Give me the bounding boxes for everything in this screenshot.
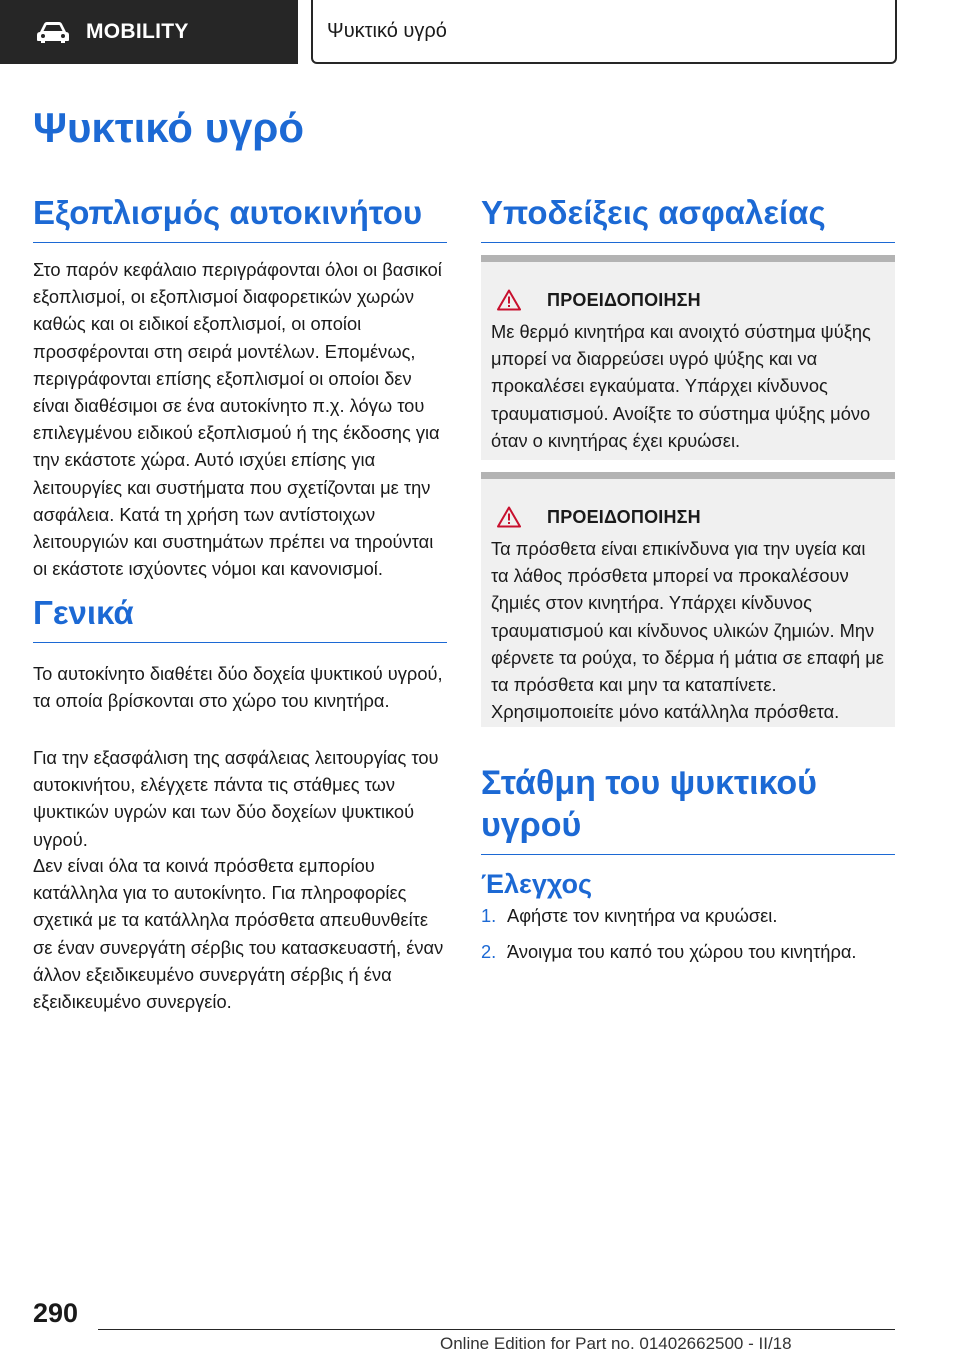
warning-box bbox=[481, 472, 895, 727]
page-title: Ψυκτικό υγρό bbox=[33, 104, 305, 151]
equipment-heading: Εξοπλισμός αυτοκινήτου bbox=[33, 192, 447, 243]
coolant-level-heading: Στάθμη του ψυκτικού υγρού bbox=[481, 762, 895, 855]
warning-title: ΠΡΟΕΙΔΟΠΟΙΗΣΗ bbox=[547, 289, 701, 310]
equipment-text: Στο παρόν κεφάλαιο περιγράφονται όλοι οι βασικοί εξοπλισμοί, οι εξοπλισμοί διαφορετικών χωρών καθώς και οι ειδικοί εξοπλισμοί, οι οποίοι προσφέρονται στη σειρά μοντέλων. Επομένως, περιγράφονται επίσης εξοπλισμοί οι οποίοι δεν είναι διαθέσιμοι σε ένα αυτοκίνητο π.χ. λόγω του επιλεγμένου ειδικού εξοπλισμού ή της έκδοσης για την εκάστοτε χώρα. Αυτό ισχύει επίσης για λειτουργίες και συστήματα που σχετίζονται με την ασφάλεια. Κατά τη χρήση των αντίστοιχων λειτουργιών και συστημάτων πρέπει να τηρούνται οι εκάστοτε ισχύοντες νόμοι και κανονισμοί. bbox=[33, 259, 442, 580]
step-number: 1. bbox=[481, 905, 497, 926]
list-item bbox=[481, 938, 895, 965]
safety-heading: Υποδείξεις ασφαλείας bbox=[481, 192, 895, 243]
warning-box bbox=[481, 255, 895, 460]
step-text: Αφήστε τον κινητήρα να κρυώσει. bbox=[507, 905, 778, 926]
step-number: 2. bbox=[481, 941, 497, 963]
warning-text: Με θερμό κινητήρα και ανοιχτό σύστημα ψύξης μπορεί να διαρρεύσει υγρό ψύξης και να προκαλέσει εγκαύματα. Υπάρχει κίνδυνος τραυματισμού. Ανοίξτε το σύστημα ψύξης μόνο όταν ο κινητήρας έχει κρυώσει. bbox=[491, 321, 871, 451]
general-paragraph-2: Για την εξασφάλιση της ασφάλειας λειτουργίας του αυτοκινήτου, ελέγχετε πάντα τις στάθμες των ψυκτικών υγρών και των δύο δοχείων ψυκτικού υγρού. bbox=[33, 747, 439, 850]
footer-divider bbox=[98, 1329, 895, 1330]
brand-label: MOBILITY bbox=[86, 20, 189, 43]
step-text: Άνοιγμα του καπό του χώρου του κινητήρα. bbox=[507, 941, 857, 963]
check-heading: Έλεγχος bbox=[481, 869, 592, 899]
section-tab[interactable] bbox=[311, 0, 897, 64]
brand-tab[interactable] bbox=[0, 0, 298, 64]
general-paragraph-3: Δεν είναι όλα τα κοινά πρόσθετα εμπορίου κατάλληλα για το αυτοκίνητο. Για πληροφορίες σχετικά με τα κατάλληλα πρόσθετα απευθυνθείτε σε έναν συνεργάτη σέρβις του κατασκευαστή, έναν άλλον εξειδικευμένο συνεργάτη σέρβις ή ένα εξειδικευμένο συνεργείο. bbox=[33, 855, 444, 1013]
warning-triangle-icon bbox=[497, 506, 521, 528]
general-paragraph-1: Το αυτοκίνητο διαθέτει δύο δοχεία ψυκτικού υγρού, τα οποία βρίσκονται στο χώρο του κινητήρα. bbox=[33, 663, 443, 712]
general-heading: Γενικά bbox=[33, 592, 447, 643]
section-tab-label: Ψυκτικό υγρό bbox=[327, 19, 447, 42]
warning-title: ΠΡΟΕΙΔΟΠΟΙΗΣΗ bbox=[547, 506, 701, 527]
car-icon bbox=[36, 20, 70, 44]
steps-list bbox=[481, 902, 895, 974]
list-item bbox=[481, 902, 895, 929]
warning-text: Τα πρόσθετα είναι επικίνδυνα για την υγεία και τα λάθος πρόσθετα μπορεί να προκαλέσουν ζημιές στον κινητήρα. Υπάρχει κίνδυνος τραυματισμού και κίνδυνος υλικών ζημιών. Μην φέρνετε τα ρούχα, το δέρμα ή μάτια σε επαφή με τα πρόσθετα και μην τα καταπίνετε. Χρησιμοποιείτε μόνο κατάλληλα πρόσθετα. bbox=[491, 538, 884, 723]
page-number: 290 bbox=[33, 1298, 79, 1328]
warning-triangle-icon bbox=[497, 289, 521, 311]
edition-note: Online Edition for Part no. 01402662500 - II/18 bbox=[440, 1334, 792, 1353]
